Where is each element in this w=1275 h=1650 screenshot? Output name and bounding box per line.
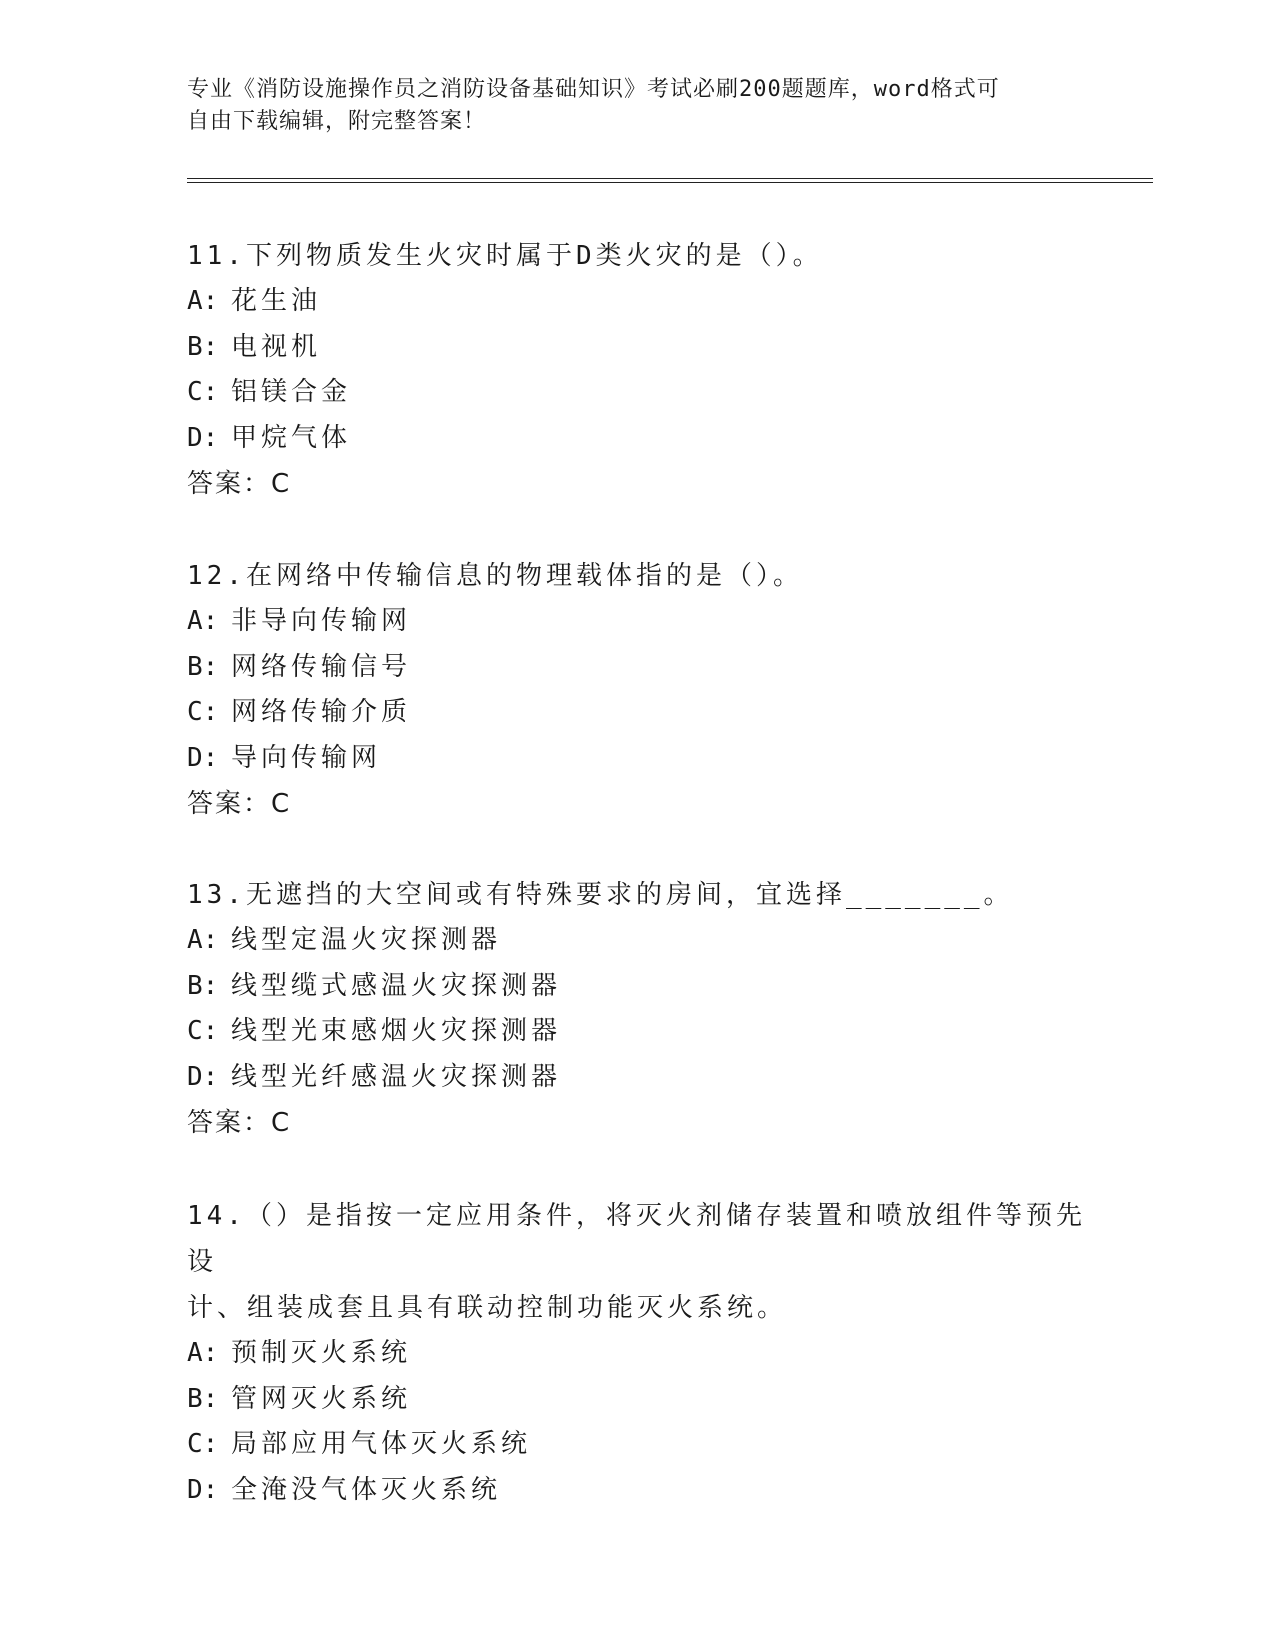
- document-header: [187, 74, 1067, 138]
- header-divider-bottom: [187, 182, 1153, 183]
- option-b: [187, 325, 1087, 371]
- answer-line: 答案：C: [187, 1108, 292, 1138]
- question-14: [187, 1193, 1087, 1513]
- option-c: [187, 370, 1087, 416]
- option-a: [187, 599, 1087, 645]
- option-key: B:: [187, 651, 219, 682]
- option-key: D:: [187, 742, 219, 773]
- option-key: C:: [187, 697, 219, 727]
- option-text: 线型光纤感温火灾探测器: [231, 1061, 562, 1092]
- option-key: A:: [187, 606, 219, 636]
- option-text: 网络传输介质: [231, 697, 412, 727]
- option-d: [187, 1468, 1087, 1514]
- option-d: [187, 736, 1087, 782]
- option-key: C:: [187, 1016, 219, 1046]
- option-d: [187, 1055, 1087, 1101]
- question-12: [187, 553, 1087, 827]
- question-stem: 11.下列物质发生火灾时属于D类火灾的是（）。: [187, 241, 823, 271]
- option-text: 线型缆式感温火灾探测器: [231, 970, 562, 1001]
- option-text: 非导向传输网: [231, 606, 412, 636]
- option-c: [187, 690, 1087, 736]
- question-stem-line-2: 计、组装成套且具有联动控制功能灭火系统。: [187, 1293, 788, 1323]
- option-key: A:: [187, 1338, 219, 1368]
- option-text: 预制灭火系统: [231, 1338, 412, 1368]
- option-text: 局部应用气体灭火系统: [231, 1429, 532, 1459]
- question-11: [187, 233, 1087, 507]
- option-text: 全淹没气体灭火系统: [231, 1474, 502, 1505]
- option-c: [187, 1422, 1087, 1468]
- answer-line: 答案：C: [187, 469, 292, 499]
- option-text: 铝镁合金: [231, 377, 352, 407]
- option-b: [187, 1377, 1087, 1423]
- option-text: 导向传输网: [231, 742, 382, 773]
- option-text: 管网灭火系统: [231, 1383, 412, 1414]
- option-text: 花生油: [231, 286, 322, 316]
- option-text: 甲烷气体: [231, 422, 352, 453]
- answer-line: 答案：C: [187, 789, 292, 819]
- option-key: C:: [187, 1429, 219, 1459]
- option-a: [187, 279, 1087, 325]
- option-key: A:: [187, 286, 219, 316]
- option-d: [187, 416, 1087, 462]
- option-key: D:: [187, 422, 219, 453]
- question-stem: 13.无遮挡的大空间或有特殊要求的房间，宜选择_______。: [187, 880, 1014, 910]
- option-a: [187, 918, 1087, 964]
- option-key: C:: [187, 377, 219, 407]
- option-key: B:: [187, 1383, 219, 1414]
- option-text: 网络传输信号: [231, 651, 412, 682]
- question-stem: 12.在网络中传输信息的物理载体指的是（）。: [187, 561, 803, 591]
- question-13: [187, 872, 1087, 1146]
- header-line-1: 专业《消防设施操作员之消防设备基础知识》考试必刷200题题库，word格式可: [187, 77, 1000, 102]
- option-text: 电视机: [231, 331, 322, 362]
- header-divider-top: [187, 178, 1153, 179]
- option-key: A:: [187, 925, 219, 955]
- option-text: 线型光束感烟火灾探测器: [231, 1016, 562, 1046]
- option-key: D:: [187, 1061, 219, 1092]
- option-text: 线型定温火灾探测器: [231, 925, 502, 955]
- option-key: B:: [187, 970, 219, 1001]
- header-line-2: 自由下载编辑，附完整答案！: [187, 109, 487, 134]
- option-key: B:: [187, 331, 219, 362]
- option-c: [187, 1009, 1087, 1055]
- option-b: [187, 645, 1087, 691]
- question-stem-line-1: 14.（）是指按一定应用条件，将灭火剂储存装置和喷放组件等预先设: [187, 1201, 1086, 1277]
- option-b: [187, 964, 1087, 1010]
- option-key: D:: [187, 1474, 219, 1505]
- option-a: [187, 1331, 1087, 1377]
